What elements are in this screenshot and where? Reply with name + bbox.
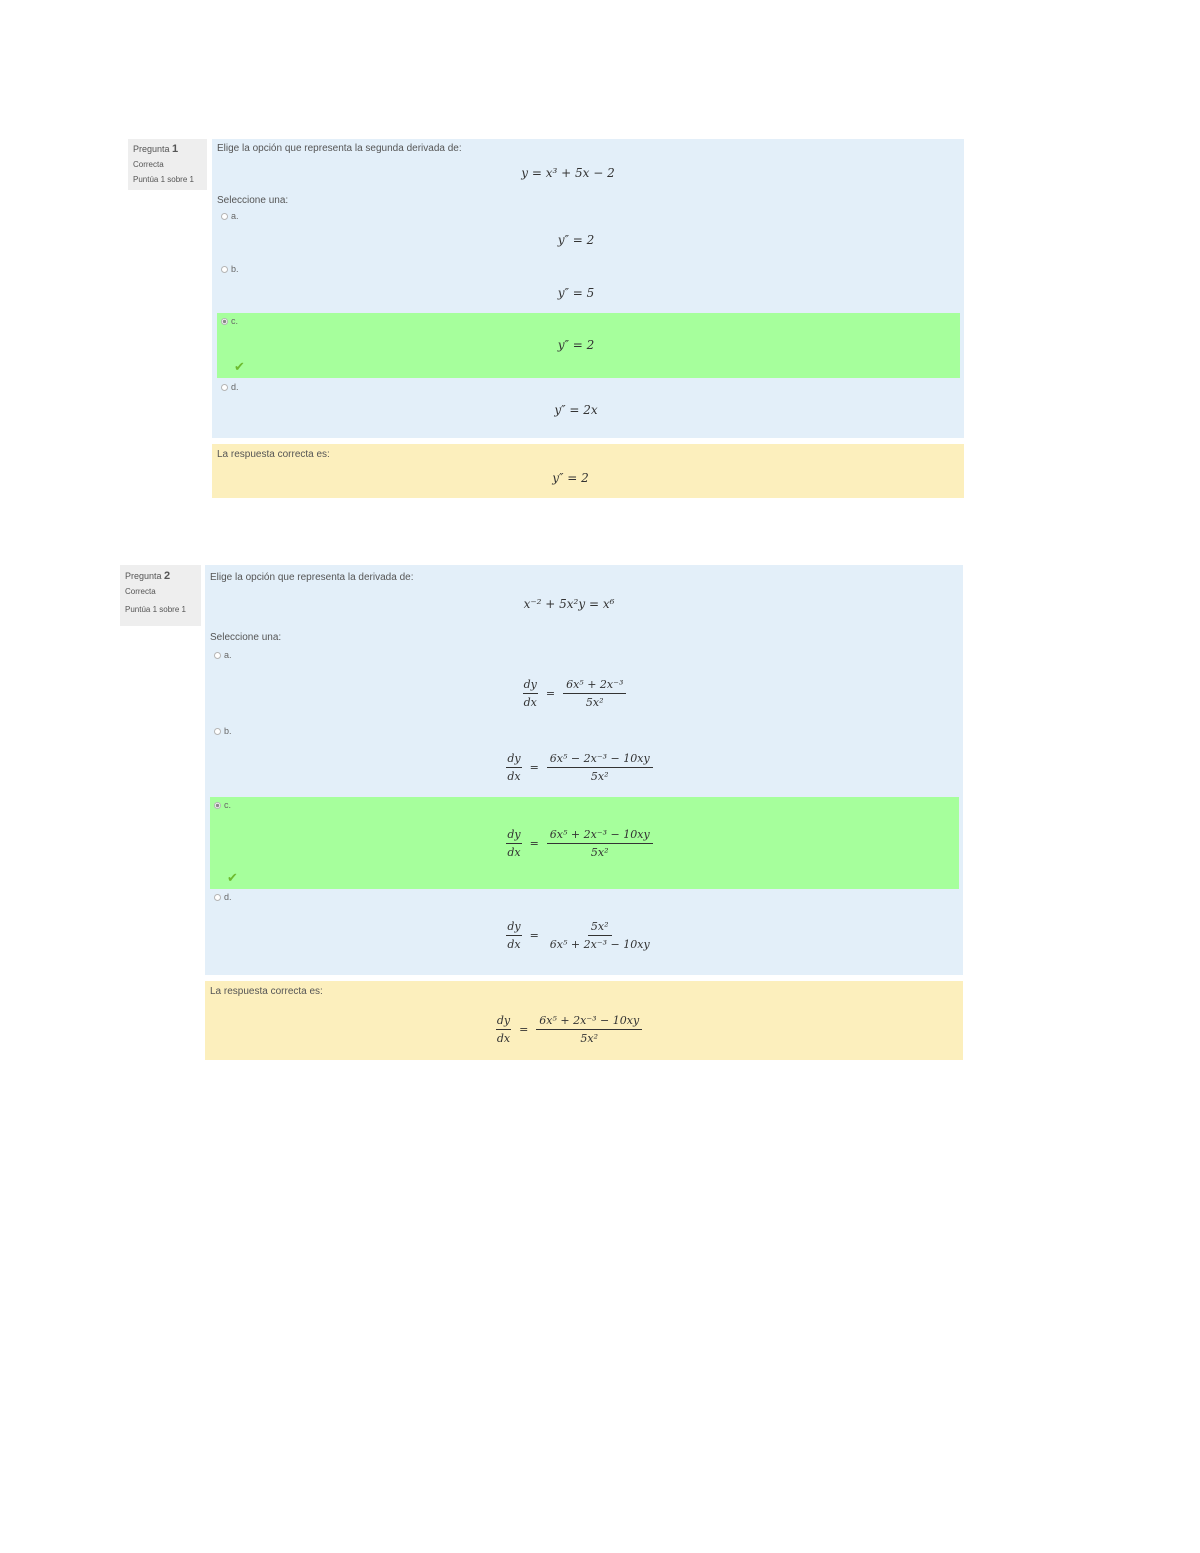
feedback-label: La respuesta correcta es: (210, 986, 323, 997)
radio-icon[interactable] (221, 213, 228, 220)
radio-icon[interactable] (214, 652, 221, 659)
option-d[interactable] (210, 889, 959, 973)
question-info (128, 139, 207, 190)
option-answer: $\frac{dy}{dx}$ = $\frac{\text{6x⁵ + 2x⁻³ − 10xy}}{\text{5x²}}$ (200, 825, 959, 859)
question-number: Pregunta 1 (133, 143, 179, 155)
question-number: Pregunta 2 (125, 570, 171, 582)
question-content (205, 565, 963, 975)
option-c[interactable] (210, 797, 959, 889)
option-letter: d. (231, 382, 239, 392)
select-prompt: Seleccione una: (210, 632, 282, 643)
question-text: Elige la opción que representa la derivada de: (210, 572, 414, 583)
option-answer: $\frac{dy}{dx}$ = $\frac{\text{5x²}}{\text{6x⁵ + 2x⁻³ − 10xy}}$ (507, 920, 650, 951)
option-b[interactable] (210, 723, 959, 797)
option-letter: a. (231, 211, 239, 221)
option-a[interactable] (210, 647, 959, 723)
question-state: Correcta (133, 160, 164, 169)
select-prompt: Seleccione una: (217, 195, 289, 206)
option-a[interactable] (217, 208, 960, 260)
radio-icon[interactable] (221, 266, 228, 273)
question-state: Correcta (125, 587, 156, 596)
option-answer: y″ = 2x (554, 403, 598, 417)
feedback (205, 981, 963, 1060)
feedback-answer: $\frac{dy}{dx}$ = $\frac{\text{6x⁵ + 2x⁻³ − 10xy}}{\text{5x²}}$ (175, 1011, 963, 1045)
radio-icon[interactable] (214, 802, 221, 809)
radio-icon[interactable] (214, 728, 221, 735)
option-c[interactable] (217, 313, 960, 378)
question-grade: Puntúa 1 sobre 1 (125, 605, 186, 614)
question-info (120, 565, 201, 626)
check-icon: ✔ (227, 870, 238, 885)
option-answer: y″ = 2 (557, 338, 595, 352)
option-letter: a. (224, 650, 232, 660)
question-equation: y = x³ + 5x − 2 (521, 166, 615, 180)
question-content (212, 139, 964, 438)
radio-icon[interactable] (221, 384, 228, 391)
question-grade: Puntúa 1 sobre 1 (133, 175, 194, 184)
option-letter: b. (231, 264, 239, 274)
option-letter: c. (224, 800, 232, 810)
option-letter: c. (231, 316, 239, 326)
radio-icon[interactable] (221, 318, 228, 325)
feedback (212, 444, 964, 498)
option-answer: $\frac{dy}{dx}$ = $\frac{\text{6x⁵ − 2x⁻³ − 10xy}}{\text{5x²}}$ (200, 749, 959, 783)
option-answer: y″ = 2 (557, 233, 595, 247)
option-b[interactable] (217, 261, 960, 313)
option-letter: b. (224, 726, 232, 736)
option-d[interactable] (217, 379, 960, 435)
option-answer: $\frac{dy}{dx}$ = $\frac{\text{6x⁵ + 2x⁻³}}{\text{5x²}}$ (190, 675, 959, 709)
question-text: Elige la opción que representa la segunda derivada de: (217, 143, 462, 154)
check-icon: ✔ (234, 359, 245, 374)
option-letter: d. (224, 892, 232, 902)
feedback-answer: y″ = 2 (552, 471, 589, 485)
radio-icon[interactable] (214, 894, 221, 901)
feedback-label: La respuesta correcta es: (217, 449, 330, 460)
option-answer: y″ = 5 (557, 286, 595, 300)
question-equation: x⁻² + 5x²y = x⁶ (523, 597, 615, 611)
